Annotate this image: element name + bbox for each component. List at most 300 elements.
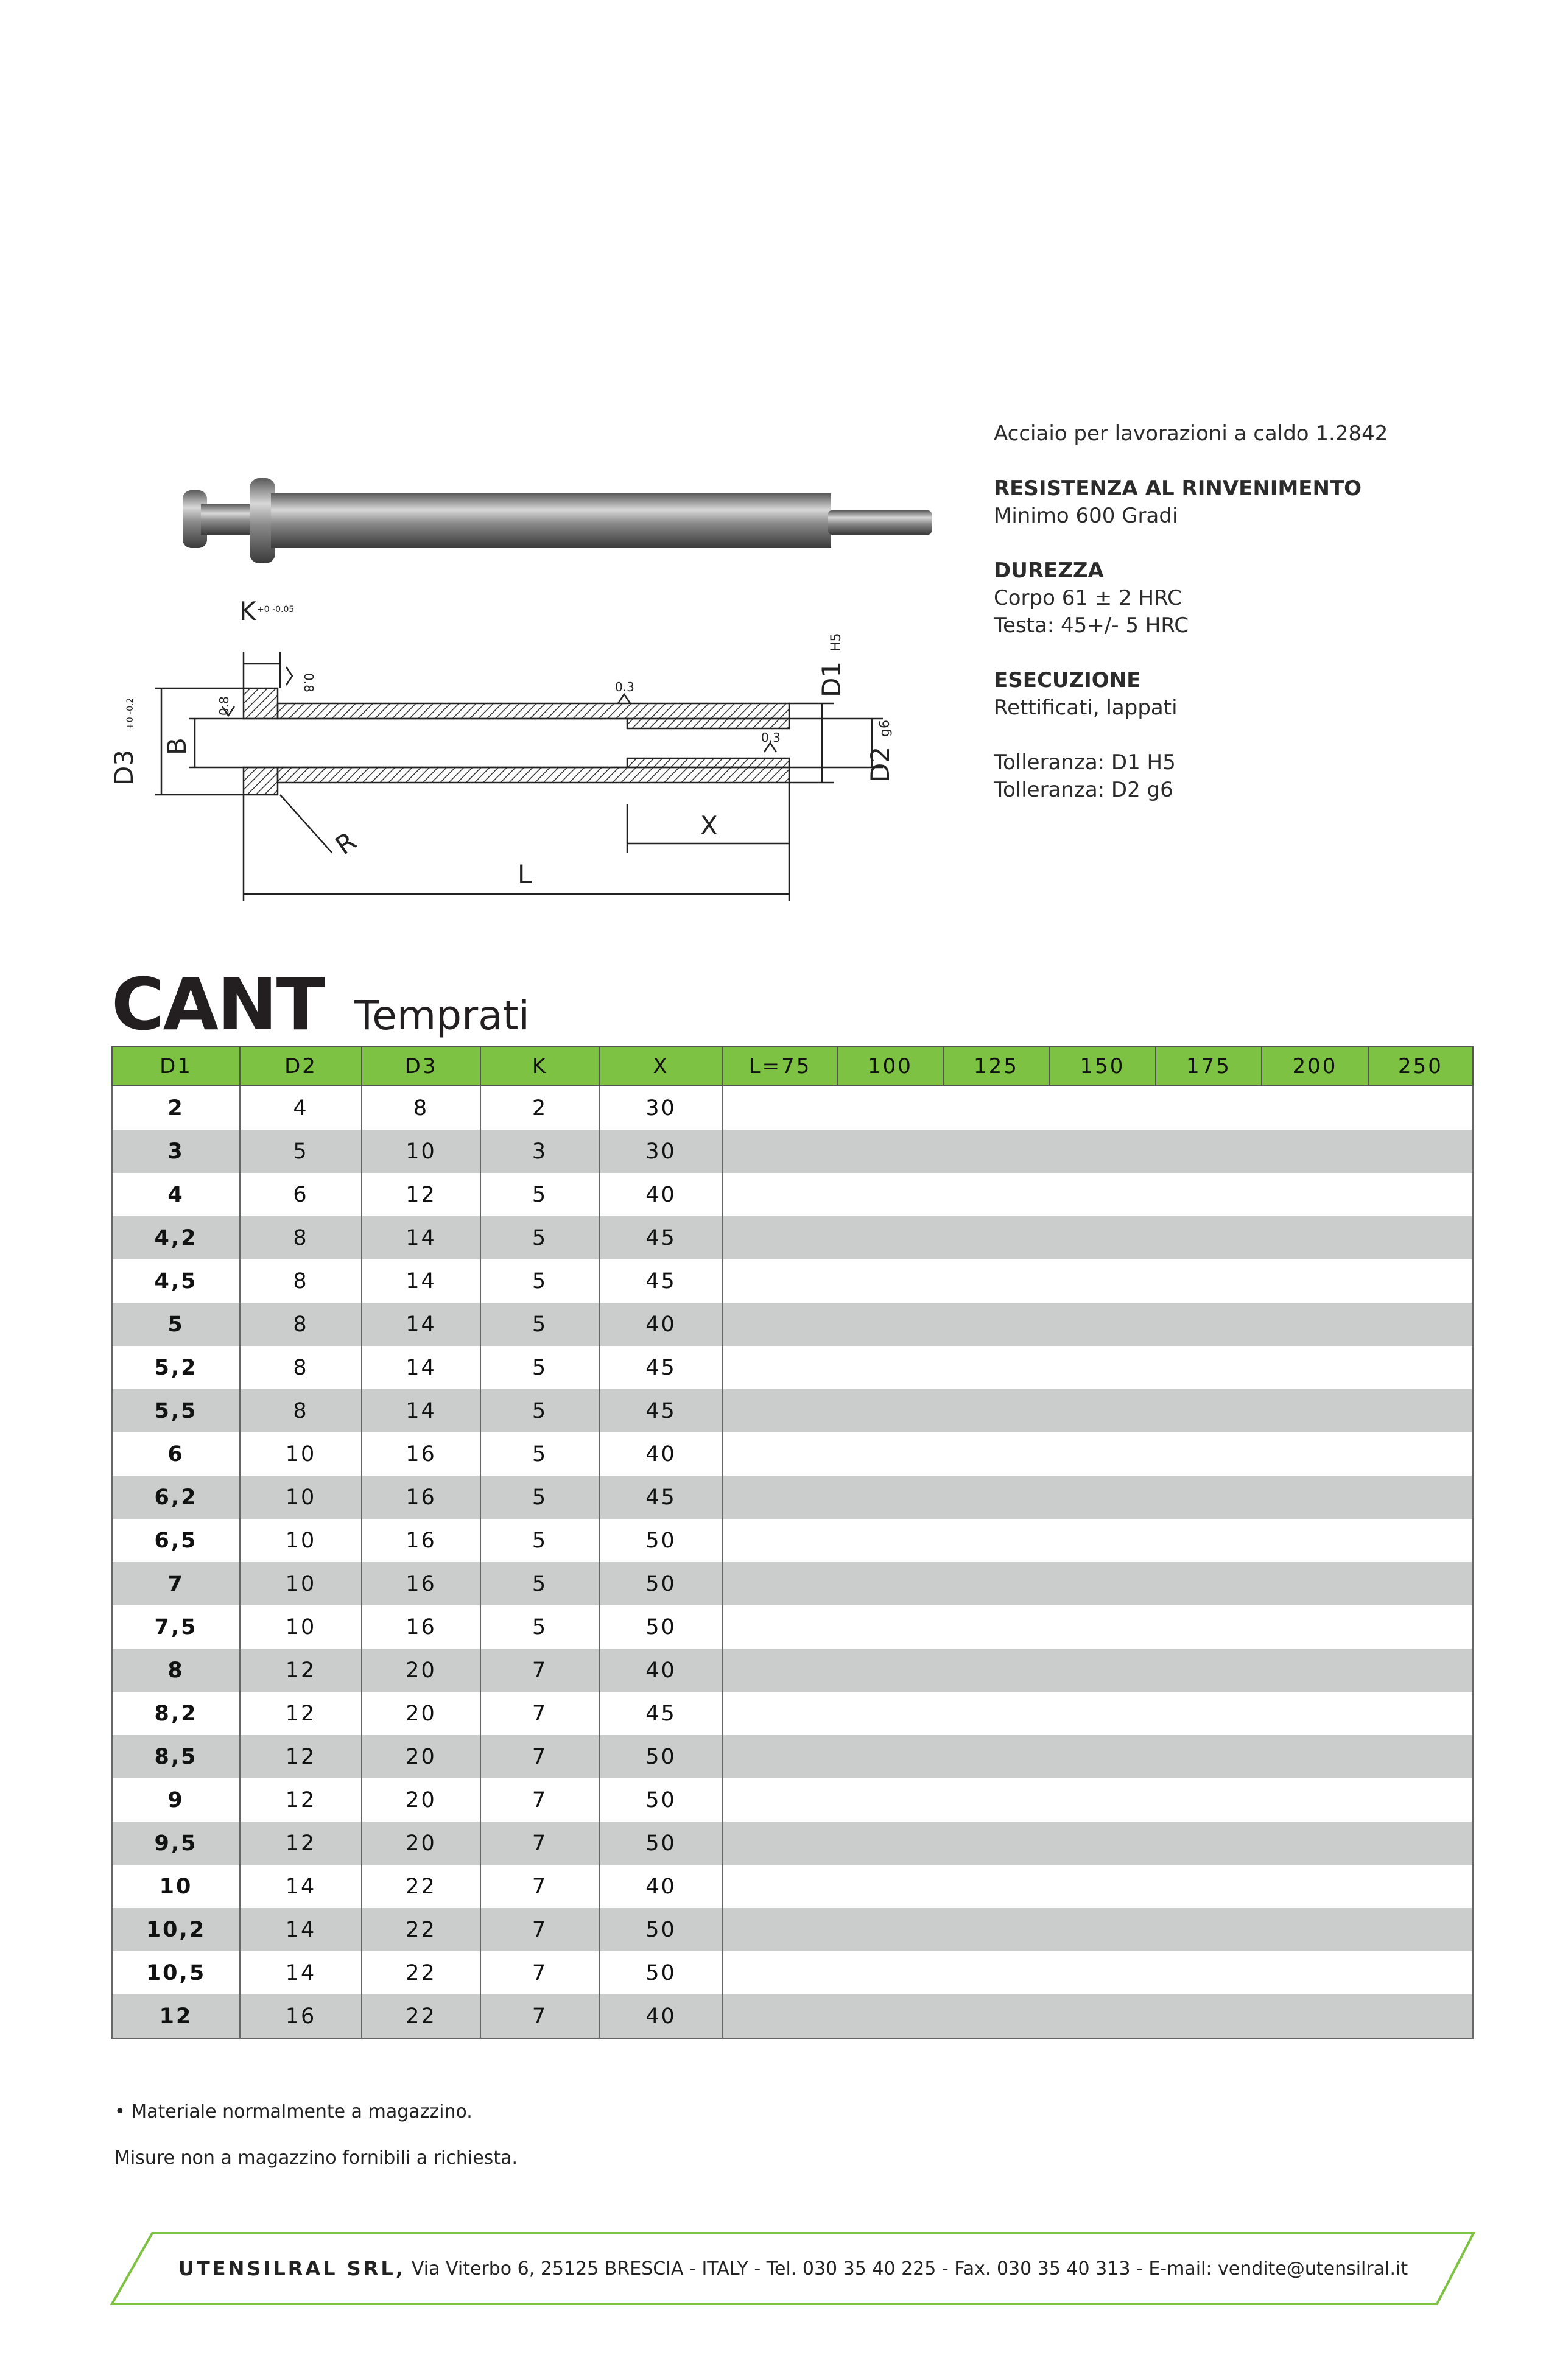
- empty-cell: [1262, 1389, 1368, 1432]
- execution-value: Rettificati, lappati: [994, 695, 1178, 720]
- table-cell: 14: [240, 1908, 362, 1951]
- empty-cell: [943, 1778, 1049, 1822]
- empty-cell: [1049, 1778, 1156, 1822]
- sizes-table: [111, 1046, 1474, 2039]
- empty-cell: [1156, 1216, 1262, 1259]
- table-cell: 14: [362, 1303, 480, 1346]
- empty-cell: [1049, 1822, 1156, 1865]
- table-cell: 50: [599, 1822, 723, 1865]
- table-cell: 16: [362, 1562, 480, 1605]
- header-cell: D2: [240, 1047, 362, 1086]
- table-cell: 16: [362, 1432, 480, 1476]
- execution-heading: ESECUZIONE: [994, 668, 1141, 692]
- header-cell: X: [599, 1047, 723, 1086]
- empty-cell: [837, 1562, 943, 1605]
- table-cell: 12: [112, 1994, 240, 2038]
- empty-cell: [1368, 1346, 1473, 1389]
- table-row: [112, 1951, 1473, 1994]
- empty-cell: [723, 1908, 837, 1951]
- empty-cell: [723, 1778, 837, 1822]
- empty-cell: [1368, 1908, 1473, 1951]
- empty-cell: [943, 1346, 1049, 1389]
- empty-cell: [1156, 1346, 1262, 1389]
- hardness-head: Testa: 45+/- 5 HRC: [994, 613, 1189, 638]
- table-cell: 7: [480, 1692, 599, 1735]
- table-cell: 14: [362, 1389, 480, 1432]
- table-cell: 4: [112, 1173, 240, 1216]
- table-cell: 10: [240, 1519, 362, 1562]
- empty-cell: [723, 1216, 837, 1259]
- table-row: [112, 1259, 1473, 1303]
- header-cell: 175: [1156, 1047, 1262, 1086]
- empty-cell: [1049, 1476, 1156, 1519]
- table-cell: 20: [362, 1822, 480, 1865]
- table-body: [112, 1086, 1473, 2038]
- empty-cell: [1156, 1389, 1262, 1432]
- resistance-value: Minimo 600 Gradi: [994, 504, 1178, 528]
- empty-cell: [943, 1865, 1049, 1908]
- empty-cell: [1368, 1259, 1473, 1303]
- empty-cell: [723, 1389, 837, 1432]
- table-cell: 45: [599, 1259, 723, 1303]
- note-stock: Materiale normalmente a magazzino.: [131, 2101, 473, 2122]
- table-cell: 8: [240, 1389, 362, 1432]
- empty-cell: [943, 1389, 1049, 1432]
- empty-cell: [1368, 1432, 1473, 1476]
- empty-cell: [1262, 1476, 1368, 1519]
- table-row: [112, 1562, 1473, 1605]
- table-cell: 8,5: [112, 1735, 240, 1778]
- table-cell: 12: [240, 1692, 362, 1735]
- empty-cell: [1262, 1216, 1368, 1259]
- empty-cell: [837, 1994, 943, 2038]
- title-main: CANT: [111, 962, 325, 1046]
- table-cell: 10: [362, 1130, 480, 1173]
- empty-cell: [837, 1735, 943, 1778]
- empty-cell: [1262, 1086, 1368, 1130]
- table-row: [112, 1432, 1473, 1476]
- empty-cell: [837, 1692, 943, 1735]
- empty-cell: [723, 1735, 837, 1778]
- table-cell: 50: [599, 1951, 723, 1994]
- table-row: [112, 1389, 1473, 1432]
- table-cell: 14: [362, 1216, 480, 1259]
- empty-cell: [1262, 1303, 1368, 1346]
- empty-cell: [1049, 1346, 1156, 1389]
- empty-cell: [723, 1130, 837, 1173]
- empty-cell: [1156, 1649, 1262, 1692]
- empty-cell: [1049, 1389, 1156, 1432]
- table-cell: 45: [599, 1476, 723, 1519]
- table-cell: 45: [599, 1216, 723, 1259]
- surface-mark-4: 0.3: [761, 730, 781, 745]
- table-cell: 12: [240, 1822, 362, 1865]
- table-cell: 12: [240, 1778, 362, 1822]
- table-cell: 50: [599, 1735, 723, 1778]
- empty-cell: [1262, 1778, 1368, 1822]
- table-cell: 20: [362, 1735, 480, 1778]
- header-cell: L=75: [723, 1047, 837, 1086]
- empty-cell: [1262, 1692, 1368, 1735]
- surface-mark-1: 0.8: [217, 696, 231, 716]
- table-cell: 5: [480, 1605, 599, 1649]
- table-cell: 10: [112, 1865, 240, 1908]
- table-cell: 10: [240, 1476, 362, 1519]
- empty-cell: [1156, 1822, 1262, 1865]
- table-cell: 7: [480, 1994, 599, 2038]
- table-cell: 20: [362, 1649, 480, 1692]
- table-cell: 5: [480, 1476, 599, 1519]
- table-cell: 50: [599, 1562, 723, 1605]
- table-cell: 7: [480, 1778, 599, 1822]
- empty-cell: [943, 1649, 1049, 1692]
- header-cell: 150: [1049, 1047, 1156, 1086]
- table-cell: 4,2: [112, 1216, 240, 1259]
- table-row: [112, 1865, 1473, 1908]
- table-cell: 5,2: [112, 1346, 240, 1389]
- table-cell: 3: [480, 1130, 599, 1173]
- empty-cell: [723, 1822, 837, 1865]
- empty-cell: [837, 1908, 943, 1951]
- empty-cell: [943, 1259, 1049, 1303]
- empty-cell: [1156, 1692, 1262, 1735]
- table-cell: 4,5: [112, 1259, 240, 1303]
- table-row: [112, 1649, 1473, 1692]
- empty-cell: [723, 1865, 837, 1908]
- empty-cell: [1262, 1346, 1368, 1389]
- table-cell: 12: [362, 1173, 480, 1216]
- table-row: [112, 1216, 1473, 1259]
- empty-cell: [1262, 1822, 1368, 1865]
- empty-cell: [723, 1346, 837, 1389]
- empty-cell: [1262, 1130, 1368, 1173]
- table-cell: 7: [480, 1951, 599, 1994]
- table-cell: 9: [112, 1778, 240, 1822]
- table-cell: 2: [480, 1086, 599, 1130]
- footer-brand: UTENSILRAL SRL,: [178, 2257, 406, 2280]
- empty-cell: [837, 1086, 943, 1130]
- table-cell: 10: [240, 1605, 362, 1649]
- table-cell: 12: [240, 1649, 362, 1692]
- table-cell: 14: [362, 1259, 480, 1303]
- empty-cell: [1049, 1519, 1156, 1562]
- title-sub: Temprati: [354, 992, 530, 1039]
- table-cell: 5: [480, 1303, 599, 1346]
- table-cell: 8: [240, 1303, 362, 1346]
- label-l: L: [518, 859, 532, 889]
- empty-cell: [837, 1476, 943, 1519]
- empty-cell: [837, 1778, 943, 1822]
- table-cell: 22: [362, 1908, 480, 1951]
- table-cell: 3: [112, 1130, 240, 1173]
- empty-cell: [723, 1951, 837, 1994]
- empty-cell: [1156, 1562, 1262, 1605]
- table-cell: 6: [240, 1173, 362, 1216]
- table-row: [112, 1476, 1473, 1519]
- table-row: [112, 1778, 1473, 1822]
- empty-cell: [1262, 1432, 1368, 1476]
- label-d3: D3: [109, 749, 139, 786]
- note-on-request: Misure non a magazzino fornibili a richiesta.: [114, 2147, 518, 2169]
- header-cell: 200: [1262, 1047, 1368, 1086]
- empty-cell: [837, 1519, 943, 1562]
- table-cell: 40: [599, 1432, 723, 1476]
- empty-cell: [943, 1086, 1049, 1130]
- header-cell: 125: [943, 1047, 1049, 1086]
- header-cell: D1: [112, 1047, 240, 1086]
- empty-cell: [1368, 1994, 1473, 2038]
- table-cell: 50: [599, 1605, 723, 1649]
- empty-cell: [837, 1346, 943, 1389]
- table-cell: 22: [362, 1865, 480, 1908]
- table-row: [112, 1735, 1473, 1778]
- empty-cell: [837, 1865, 943, 1908]
- empty-cell: [943, 1173, 1049, 1216]
- empty-cell: [837, 1173, 943, 1216]
- table-cell: 14: [240, 1951, 362, 1994]
- empty-cell: [1049, 1649, 1156, 1692]
- empty-cell: [837, 1389, 943, 1432]
- empty-cell: [943, 1908, 1049, 1951]
- table-cell: 5: [240, 1130, 362, 1173]
- empty-cell: [1368, 1692, 1473, 1735]
- empty-cell: [1156, 1259, 1262, 1303]
- product-title: [111, 962, 530, 1046]
- header-cell: D3: [362, 1047, 480, 1086]
- empty-cell: [943, 1303, 1049, 1346]
- empty-cell: [943, 1130, 1049, 1173]
- empty-cell: [1262, 1994, 1368, 2038]
- empty-cell: [1049, 1735, 1156, 1778]
- table-cell: 7: [480, 1822, 599, 1865]
- empty-cell: [1368, 1649, 1473, 1692]
- table-cell: 5: [480, 1173, 599, 1216]
- table-cell: 7,5: [112, 1605, 240, 1649]
- table-row: [112, 1519, 1473, 1562]
- table-cell: 7: [480, 1735, 599, 1778]
- header-cell: 100: [837, 1047, 943, 1086]
- table-row: [112, 1130, 1473, 1173]
- empty-cell: [1368, 1216, 1473, 1259]
- empty-cell: [1156, 1951, 1262, 1994]
- hardness-heading: DUREZZA: [994, 558, 1104, 583]
- table-cell: 2: [112, 1086, 240, 1130]
- empty-cell: [1156, 1908, 1262, 1951]
- empty-cell: [837, 1649, 943, 1692]
- table-row: [112, 1173, 1473, 1216]
- notes: • Materiale normalmente a magazzino. Misure non a magazzino fornibili a richiesta.: [114, 2101, 518, 2169]
- label-d1: D1: [817, 661, 846, 697]
- empty-cell: [943, 1822, 1049, 1865]
- empty-cell: [1262, 1649, 1368, 1692]
- label-d2-tol: g6: [877, 720, 893, 737]
- table-cell: 6: [112, 1432, 240, 1476]
- empty-cell: [943, 1432, 1049, 1476]
- empty-cell: [723, 1994, 837, 2038]
- table-cell: 6,5: [112, 1519, 240, 1562]
- empty-cell: [1262, 1605, 1368, 1649]
- empty-cell: [1262, 1173, 1368, 1216]
- empty-cell: [837, 1259, 943, 1303]
- label-d1-tol: H5: [829, 633, 844, 652]
- surface-mark-2: 0.8: [301, 673, 316, 692]
- empty-cell: [1156, 1130, 1262, 1173]
- empty-cell: [943, 1605, 1049, 1649]
- table-cell: 50: [599, 1519, 723, 1562]
- empty-cell: [1156, 1086, 1262, 1130]
- empty-cell: [1049, 1908, 1156, 1951]
- empty-cell: [1368, 1605, 1473, 1649]
- header-cell: 250: [1368, 1047, 1473, 1086]
- empty-cell: [723, 1476, 837, 1519]
- table-cell: 10,2: [112, 1908, 240, 1951]
- table-cell: 4: [240, 1086, 362, 1130]
- empty-cell: [1368, 1303, 1473, 1346]
- table-row: [112, 1994, 1473, 2038]
- empty-cell: [1262, 1735, 1368, 1778]
- empty-cell: [837, 1951, 943, 1994]
- empty-cell: [723, 1605, 837, 1649]
- empty-cell: [723, 1259, 837, 1303]
- table-cell: 8: [112, 1649, 240, 1692]
- footer-details: Via Viterbo 6, 25125 BRESCIA - ITALY - Tel. 030 35 40 225 - Fax. 030 35 40 313 - E-mail: vendite@utensilral.it: [411, 2258, 1408, 2280]
- table-cell: 16: [240, 1994, 362, 2038]
- empty-cell: [1049, 1951, 1156, 1994]
- table-cell: 8,2: [112, 1692, 240, 1735]
- label-d3-tol: +0 -0.2: [125, 697, 135, 730]
- table-row: [112, 1822, 1473, 1865]
- empty-cell: [1368, 1389, 1473, 1432]
- empty-cell: [1049, 1259, 1156, 1303]
- empty-cell: [837, 1432, 943, 1476]
- specs-block: [994, 420, 1493, 804]
- table-cell: 16: [362, 1519, 480, 1562]
- empty-cell: [943, 1519, 1049, 1562]
- empty-cell: [1262, 1259, 1368, 1303]
- empty-cell: [943, 1994, 1049, 2038]
- table-cell: 10: [240, 1432, 362, 1476]
- empty-cell: [1368, 1822, 1473, 1865]
- empty-cell: [723, 1173, 837, 1216]
- table-cell: 12: [240, 1735, 362, 1778]
- empty-cell: [943, 1562, 1049, 1605]
- empty-cell: [1368, 1476, 1473, 1519]
- empty-cell: [837, 1216, 943, 1259]
- table-cell: 5: [480, 1389, 599, 1432]
- resistance-heading: RESISTENZA AL RINVENIMENTO: [994, 476, 1362, 501]
- tolerance-d2: Tolleranza: D2 g6: [994, 778, 1173, 802]
- table-row: [112, 1303, 1473, 1346]
- empty-cell: [1156, 1519, 1262, 1562]
- product-photo: [158, 469, 950, 579]
- table-cell: 7: [480, 1649, 599, 1692]
- table-cell: 5: [480, 1519, 599, 1562]
- tolerance-d1: Tolleranza: D1 H5: [994, 750, 1176, 775]
- empty-cell: [1368, 1778, 1473, 1822]
- label-k: K: [239, 596, 256, 626]
- surface-mark-3: 0.3: [615, 680, 634, 694]
- table-cell: 40: [599, 1303, 723, 1346]
- table-cell: 5: [480, 1432, 599, 1476]
- table-cell: 7: [480, 1865, 599, 1908]
- label-d2: D2: [865, 746, 895, 783]
- empty-cell: [1049, 1605, 1156, 1649]
- empty-cell: [1156, 1735, 1262, 1778]
- empty-cell: [1368, 1735, 1473, 1778]
- empty-cell: [1156, 1994, 1262, 2038]
- empty-cell: [1262, 1562, 1368, 1605]
- empty-cell: [1156, 1778, 1262, 1822]
- empty-cell: [723, 1303, 837, 1346]
- table-cell: 14: [362, 1346, 480, 1389]
- table-cell: 8: [240, 1346, 362, 1389]
- hardness-body: Corpo 61 ± 2 HRC: [994, 586, 1182, 610]
- table-cell: 30: [599, 1086, 723, 1130]
- material-text: Acciaio per lavorazioni a caldo 1.2842: [994, 421, 1388, 446]
- empty-cell: [1156, 1605, 1262, 1649]
- table-cell: 10: [240, 1562, 362, 1605]
- table-row: [112, 1908, 1473, 1951]
- empty-cell: [1049, 1086, 1156, 1130]
- table-cell: 16: [362, 1605, 480, 1649]
- label-x: X: [700, 811, 718, 840]
- table-row: [112, 1692, 1473, 1735]
- table-cell: 45: [599, 1346, 723, 1389]
- table-cell: 50: [599, 1778, 723, 1822]
- table-cell: 5: [480, 1216, 599, 1259]
- table-cell: 8: [240, 1259, 362, 1303]
- label-k-tol: +0 -0.05: [257, 605, 295, 614]
- empty-cell: [1262, 1865, 1368, 1908]
- table-cell: 16: [362, 1476, 480, 1519]
- table-cell: 40: [599, 1649, 723, 1692]
- empty-cell: [943, 1692, 1049, 1735]
- table-row: [112, 1346, 1473, 1389]
- label-r: R: [329, 826, 362, 861]
- empty-cell: [723, 1649, 837, 1692]
- table-cell: 40: [599, 1173, 723, 1216]
- technical-drawing: [104, 585, 950, 926]
- empty-cell: [1262, 1951, 1368, 1994]
- empty-cell: [1049, 1692, 1156, 1735]
- table-cell: 8: [362, 1086, 480, 1130]
- empty-cell: [1049, 1562, 1156, 1605]
- empty-cell: [943, 1476, 1049, 1519]
- empty-cell: [1368, 1951, 1473, 1994]
- table-row: [112, 1086, 1473, 1130]
- table-cell: 40: [599, 1994, 723, 2038]
- table-cell: 6,2: [112, 1476, 240, 1519]
- table-cell: 9,5: [112, 1822, 240, 1865]
- empty-cell: [1262, 1519, 1368, 1562]
- table-cell: 7: [480, 1908, 599, 1951]
- table-header-row: [112, 1047, 1473, 1086]
- table-cell: 5: [480, 1259, 599, 1303]
- empty-cell: [1368, 1562, 1473, 1605]
- table-cell: 22: [362, 1994, 480, 2038]
- empty-cell: [1368, 1865, 1473, 1908]
- label-b: B: [162, 738, 192, 755]
- empty-cell: [1156, 1865, 1262, 1908]
- empty-cell: [1156, 1476, 1262, 1519]
- table-cell: 30: [599, 1130, 723, 1173]
- table-cell: 14: [240, 1865, 362, 1908]
- empty-cell: [837, 1303, 943, 1346]
- empty-cell: [1049, 1216, 1156, 1259]
- table-cell: 45: [599, 1389, 723, 1432]
- empty-cell: [1262, 1908, 1368, 1951]
- empty-cell: [1368, 1130, 1473, 1173]
